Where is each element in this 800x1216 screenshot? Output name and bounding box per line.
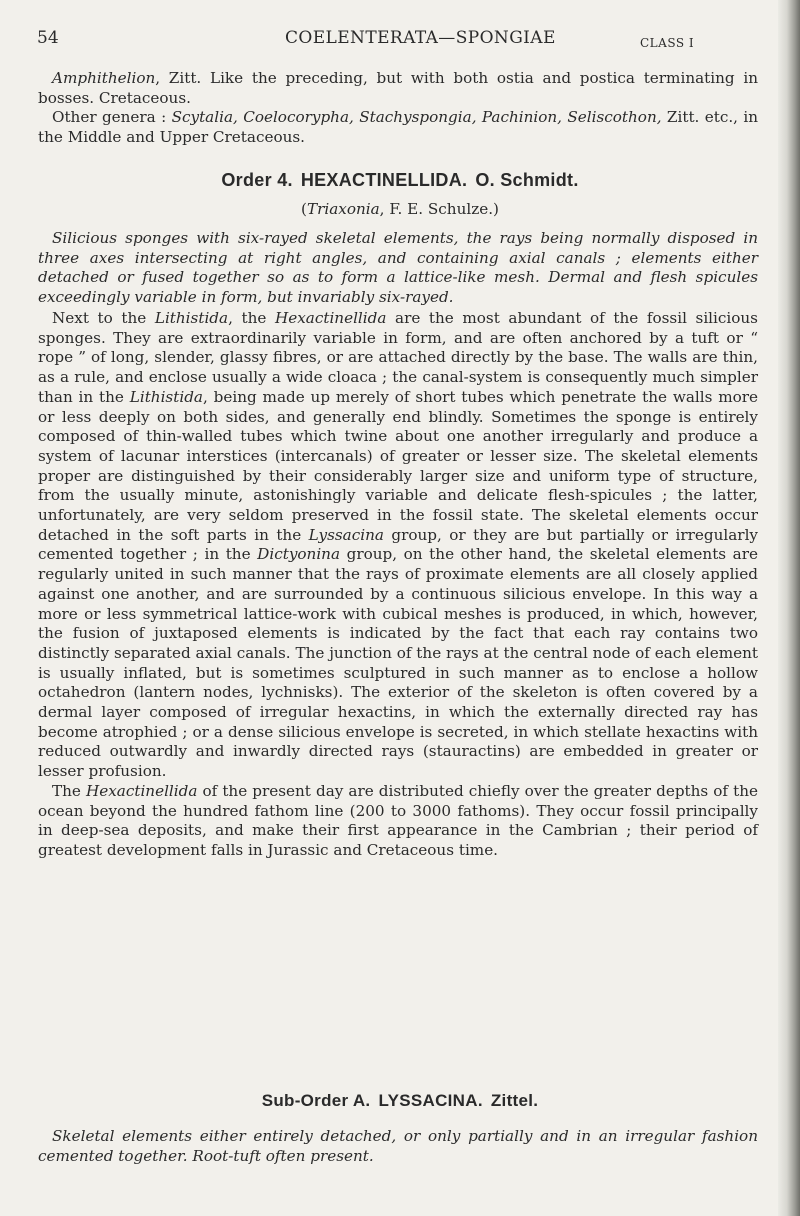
taxon-name: Dictyonina xyxy=(257,545,341,564)
text-run: are the most abundant of the fossil silicious sponges. They are extraordinarily variable in form, and are often anchored by a tuft or “ rope ” of long, slender, glassy fibres, or are attached directly by the base. The walls are thin, as a rule, and enclose usually a wide cloaca ; the canal-system is consequently much simpler than in the xyxy=(38,309,758,406)
other-genera-suffix: Zitt. etc., in the Middle and Upper Cretaceous. xyxy=(38,108,758,147)
section-label: CLASS I xyxy=(640,36,695,50)
text-run: of the present day are distributed chiefly over the greater depths of the ocean beyond the hundred fathom line (200 to 3000 fathoms). They occur fossil principally in deep-sea deposits, and make their first appearance in the Cambrian ; their period of greatest development falls in Jurassic and Cretaceous time. xyxy=(38,781,758,859)
order-heading xyxy=(0,170,800,191)
synonym-name: Triaxonia xyxy=(306,200,380,218)
other-genera-prefix: Other genera : xyxy=(52,108,172,127)
genus-name: Amphithelion xyxy=(52,69,156,87)
other-genera-list: Scytalia, Coelocorypha, Stachyspongia, Pachinion, Seliscothon, xyxy=(171,108,662,127)
suborder-diagnosis xyxy=(38,1127,758,1166)
taxon-name: Lithistida xyxy=(154,309,229,327)
order-label: Order 4. xyxy=(221,170,293,190)
suborder-author: Zittel. xyxy=(490,1091,539,1110)
text-run: Next to the xyxy=(52,309,155,327)
amphithelion-paragraph xyxy=(38,69,758,108)
order-name: HEXACTINELLIDA. xyxy=(300,170,468,190)
other-genera-paragraph xyxy=(38,108,758,147)
text-run: The xyxy=(52,781,86,800)
main-text xyxy=(38,309,758,861)
text-run: , being made up merely of short tubes which penetrate the walls more or less deeply on both sides, and generally end blindly. Sometimes the sponge is entirely composed of thin-walled tubes which twine about one another irregularly and produce a system of lacunar interstices (intercanals) of greater or lesser size. The skeletal elements proper are distinguished by their considerably larger size and uniform type of structure, from the usually minute, astonishingly variable and delicate flesh-spicules ; the latter, unfortunately, are very seldom preserved in the fossil state. The skeletal elements occur detached in the soft parts in the xyxy=(38,387,759,544)
running-title: COELENTERATA—SPONGIAE xyxy=(285,28,556,48)
body-paragraph-2 xyxy=(38,782,758,861)
text-run: , the xyxy=(228,309,275,327)
suborder-heading xyxy=(0,1091,800,1111)
intro-paragraphs xyxy=(38,69,758,148)
taxon-name: Lyssacina xyxy=(308,525,384,544)
body-paragraph-1 xyxy=(38,309,758,782)
synonym-author: , F. E. Schulze.) xyxy=(379,200,499,218)
taxon-name: Hexactinellida xyxy=(274,309,387,327)
order-synonym xyxy=(0,200,800,218)
suborder-name: LYSSACINA. xyxy=(378,1091,483,1110)
page-number: 54 xyxy=(37,28,59,48)
text-run: group, or they are but partially or irregularly cemented together ; in the xyxy=(38,525,759,564)
taxon-name: Hexactinellida xyxy=(85,781,198,800)
running-header xyxy=(0,28,800,58)
synonym-open: ( xyxy=(301,200,307,218)
taxon-name: Lithistida xyxy=(129,387,203,406)
suborder-diagnosis-text: Skeletal elements either entirely detached, or only partially and in an irregular fashion cemented together. Root-tuft often present. xyxy=(38,1127,758,1165)
order-diagnosis-text: Silicious sponges with six-rayed skeletal elements, the rays being normally disposed in three axes intersecting at right angles, and containing axial canals ; elements either detached or fused together so as to form a lattice-like mesh. Dermal and flesh spicules exceedingly variable in form, but invariably six-rayed. xyxy=(38,229,758,307)
order-author: O. Schmidt. xyxy=(475,170,579,190)
genus-description: , Zitt. Like the preceding, but with both ostia and postica terminating in bosses. Cretaceous. xyxy=(38,69,758,107)
text-run: group, on the other hand, the skeletal elements are regularly united in such manner that the rays of proximate elements are all closely applied against one another, and are surrounded by a continuous silicious envelope. In this way a more or less symmetrical lattice-work with cubical meshes is produced, in which, however, the fusion of juxtaposed elements is indicated by the fact that each ray contains two distinctly separated axial canals. The junction of the rays at the central node of each element is usually inflated, but is sometimes sculptured in such manner as to enclose a hollow octahedron (lantern nodes, lychnisks). The exterior of the skeleton is often covered by a dermal layer composed of irregular hexactins, in which the externally directed ray has become atrophied ; or a dense silicious envelope is secreted, in which stellate hexactins with reduced outwardly and inwardly directed rays (stauractins) are embedded in greater or lesser profusion. xyxy=(38,545,758,781)
order-diagnosis xyxy=(38,229,758,308)
suborder-label: Sub-Order A. xyxy=(261,1091,371,1110)
